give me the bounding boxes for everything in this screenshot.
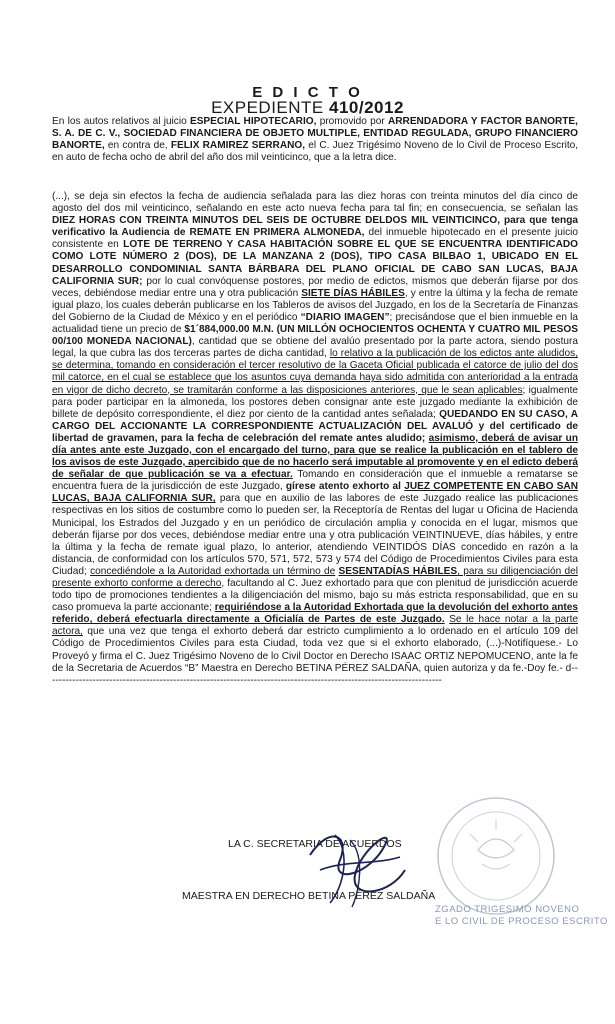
intro-plaintiff: ARRENDADORA Y FACTOR BANORTE, S. A. DE C. V., SOCIEDAD FINANCIERA DE OBJETO MULTIPLE, ENTIDAD REGULADA, GRUPO FINANCIERO BANORTE, [52, 116, 578, 152]
seal-line: E LO CIVIL DE PROCESO ESCRITO [435, 916, 608, 927]
appraisal-clause: QUEDANDO EN SU CASO, A CARGO DEL ACCIONANTE LA CORRESPONDIENTE ACTUALIZACIÓN DEL AVALUÓ y del certificado de libertad de gravamen, para la fecha de celebración del remate antes aludido; [52, 408, 579, 444]
body-text: , facultando al C. Juez exhortado para que con plenitud de jurisdicción acuerde todo tipo de promociones tendientes a la diligenciación del mismo, bajo su más estricta responsabilidad, que en su caso promueva la parte accionante; [52, 578, 578, 614]
seal-line: ZGADO TRIGESIMO NOVENO [435, 904, 580, 915]
body-text: ; precisándose que el bien inmueble en la actualidad tiene un precio de [52, 311, 578, 336]
intro-text: promovido por [319, 116, 385, 127]
secretary-title: LA C. SECRETARIA DE ACUERDOS [228, 838, 402, 850]
edicto-title: E D I C T O [252, 84, 363, 101]
intro-defendant: FELIX RAMIREZ SERRANO, [170, 140, 306, 152]
body-text: Tomando en consideración que el inmueble a rematarse se encuentra fuera de la jurisdicción de este Juzgado, [52, 469, 579, 493]
expediente-label: EXPEDIENTE [211, 98, 324, 117]
intro-paragraph [52, 116, 578, 164]
exhorto-order: gírese atento exhorto al [285, 481, 401, 493]
notice-warning: asimismo, deberá de avisar un día antes ante este Juzgado, con el encargado del turno, para que se realice la publicación en el tablero de los avisos de este Juzgado, apercibido que de no hacerlo será imputable al promovente y en el edicto deberá de señalar de que publicación se va a efectuar. [52, 432, 578, 481]
property-description: LOTE DE TERRENO Y CASA HABITACIÓN SOBRE EL QUE SE ENCUENTRA IDENTIFICADO COMO LOTE NÚMERO 2 (DOS), DE LA MANZANA 2 (DOS), TIPO CASA BILBAO 1, UBICADO EN EL DESARROLLO CONDOMINIAL SANTA BÁRBARA DEL PLANO OFICIAL DE CABO SAN LUCAS, BAJA CALIFORNIA SUR; [52, 239, 579, 287]
hearing-date: DIEZ HORAS CON TREINTA MINUTOS DEL SEIS DE OCTUBRE DELDOS MIL VEINTICINCO, para que tenga verificativo la Audiencia de REMATE EN PRIMERA ALMONEDA, [52, 215, 578, 239]
intro-text: En los autos relativos al juicio [52, 116, 187, 127]
body-paragraph [52, 191, 578, 687]
competent-judge: JUEZ COMPETENTE EN CABO SAN LUCAS, BAJA CALIFORNIA SUR, [52, 481, 578, 505]
actor-notice: Se le hace notar a la parte actora, [52, 614, 578, 638]
expediente-number: 410/2012 [329, 98, 404, 117]
gazette-clause: lo relativo a la publicación de los edictos ante aludidos, se determina, tomando en consideración el tercer resolutivo de la Gaceta Oficial publicada el catorce de julio del dos mil catorce, en el cual se establece que los asuntos cuya demanda haya sido admitida con anterioridad a la entrada en vigor de dicho decreto, se tramitarán conforme a las disposiciones anteriores, que le sean aplicables [52, 348, 578, 396]
body-text: que una vez que tenga el exhorto deberá dar estricto cumplimiento a lo ordenado en el artículo 109 del Código de Procedimientos Civiles para esta Ciudad, toda vez que si el exhorto elaborado, (...)-Notifíquese.- Lo Proveyó y firma el C. Juez Trigésimo Noveno de lo Civil Doctor en Derecho ISAAC ORTIZ NEPOMUCENO, ante la fe de la Secretaria de Acuerdos “B” Maestra en Derecho BETINA PÉREZ SALDAÑA, quien autoriza y da fe.-Doy fe.- [52, 626, 578, 674]
body-text: (...), se deja sin efectos la fecha de audiencia señalada para las diez horas con treinta minutos del día cinco de agosto del dos mil veinticinco, señalando en este acto nueva fecha para tal fin; en consecuencia, se señalan las [52, 191, 578, 215]
body-text: por lo cual convóquense postores, por medio de edictos, mismos que deberán fijarse por dos veces, debiéndose mediar entre una y otra publicación [52, 275, 578, 299]
closing-dashes: d---------------------------------------------------------------------------------------------------------------------- [52, 662, 578, 686]
newspaper-name: “DIARIO IMAGEN” [300, 311, 390, 323]
intro-text: en contra de, [107, 140, 168, 152]
intro-trial-type: ESPECIAL HIPOTECARIO, [189, 116, 317, 127]
court-seal-text [435, 904, 608, 928]
term-days: SESENTADÍAS HÁBILES [338, 565, 458, 577]
publication-term: SIETE DÍAS HÁBILES [301, 287, 405, 299]
secretary-name: MAESTRA EN DERECHO BETINA PÉREZ SALDAÑA [182, 890, 436, 902]
expediente-heading [0, 98, 615, 118]
return-requirement: requiriéndose a la Autoridad Exhortada que la devolución del exhorto antes referido, deberá efectuarla directamente a Oficialía de Partes de este Juzgado. [52, 602, 578, 626]
term-clause-end: , para su diligenciación del presente exhorto conforme a derecho [52, 565, 578, 589]
body-text: , y entre la última y la fecha de remate igual plazo, los cuales deberán publicarse en los Tableros de avisos del Juzgado, en los de la Secretaría de Finanzas del Gobierno de la Ciudad de México y en el periódico [52, 287, 578, 323]
term-clause: concediéndole a la Autoridad exhortada un término de [90, 565, 336, 577]
body-text: para que en auxilio de las labores de este Juzgado realice las publicaciones respectivas en los sitios de costumbre como lo pueden ser, la Receptoría de Rentas del lugar u Oficina de Hacienda Municipal, los Estrados del Juzgado y en un periódico de circulación amplia y conocida en el lugar, mismos que deberán fijarse por dos veces, debiéndose mediar entre una y otra publicación VEINTINUEVE, días hábiles, y entre la última y la fecha de remate igual plazo, lo anterior, atendiendo VEINTIDÓS DÍAS concedido en razón a la distancia, de conformidad con los artículos 570, 571, 572, 573 y 574 del Código de Procedimientos Civiles para esta Ciudad; [52, 493, 578, 577]
intro-text: el C. Juez Trigésimo Noveno de lo Civil de Proceso Escrito, en auto de fecha ocho de abril del año dos mil veinticinco, que a la letra dice. [52, 140, 579, 164]
body-text: del inmueble hipotecado en el presente juicio consistente en [52, 227, 578, 251]
body-text: , cantidad que se obtiene del avalúo presentado por la parte actora, siendo postura legal, la que cubra las dos terceras partes de dicha cantidad, [52, 336, 578, 360]
body-text: ; igualmente para poder participar en la almoneda, los postores deben consignar ante este juzgado mediante la exhibición de billete de depósito correspondiente, el diez por ciento de la cantidad antes señalada; [52, 384, 578, 420]
property-price: $1´884,000.00 M.N. (UN MILLÓN OCHOCIENTOS OCHENTA Y CUATRO MIL PESOS 00/100 MONEDA NACIONAL) [52, 324, 578, 348]
